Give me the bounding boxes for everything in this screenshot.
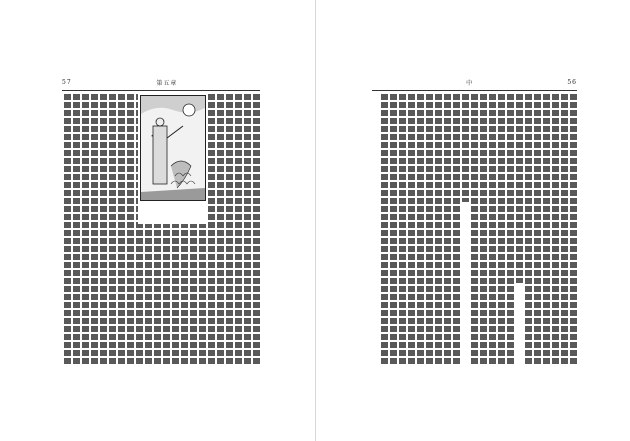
woodcut-drawing	[141, 96, 205, 200]
text-column	[525, 94, 532, 364]
text-column	[127, 94, 134, 364]
left-page-number: 57	[62, 78, 72, 86]
text-column	[82, 94, 89, 364]
right-header-rule	[372, 90, 577, 91]
text-column	[444, 94, 451, 364]
text-column	[399, 94, 406, 364]
text-column	[235, 94, 242, 364]
text-column	[253, 94, 260, 364]
book-gutter	[315, 0, 316, 441]
text-column	[226, 94, 233, 364]
text-column	[534, 94, 541, 364]
text-column	[498, 94, 505, 364]
text-column	[480, 94, 487, 364]
text-column	[471, 94, 478, 364]
text-column	[408, 94, 415, 364]
right-page-number: 56	[567, 78, 577, 86]
left-page-chapter: 第五章	[156, 79, 178, 87]
right-page-body	[372, 94, 577, 364]
text-column	[244, 94, 251, 364]
text-column	[100, 94, 107, 364]
text-column	[507, 94, 514, 364]
text-column	[417, 94, 424, 364]
left-page-header	[62, 76, 262, 88]
text-column	[453, 94, 460, 364]
left-header-rule	[62, 90, 260, 91]
text-column	[217, 94, 224, 364]
text-column	[73, 94, 80, 364]
text-column	[390, 94, 397, 364]
text-column	[462, 94, 469, 202]
woodcut-illustration	[140, 95, 206, 201]
right-page-header	[372, 76, 577, 88]
text-column	[109, 94, 116, 364]
text-column	[516, 94, 523, 283]
text-column	[570, 94, 577, 364]
text-column	[561, 94, 568, 364]
text-column	[543, 94, 550, 364]
text-column	[118, 94, 125, 364]
text-column	[91, 94, 98, 364]
text-column	[435, 94, 442, 364]
text-column	[489, 94, 496, 364]
text-column	[426, 94, 433, 364]
text-column	[552, 94, 559, 364]
text-column	[64, 94, 71, 364]
text-column	[381, 94, 388, 364]
text-column	[208, 94, 215, 364]
right-page-center-title: 中	[466, 79, 474, 87]
